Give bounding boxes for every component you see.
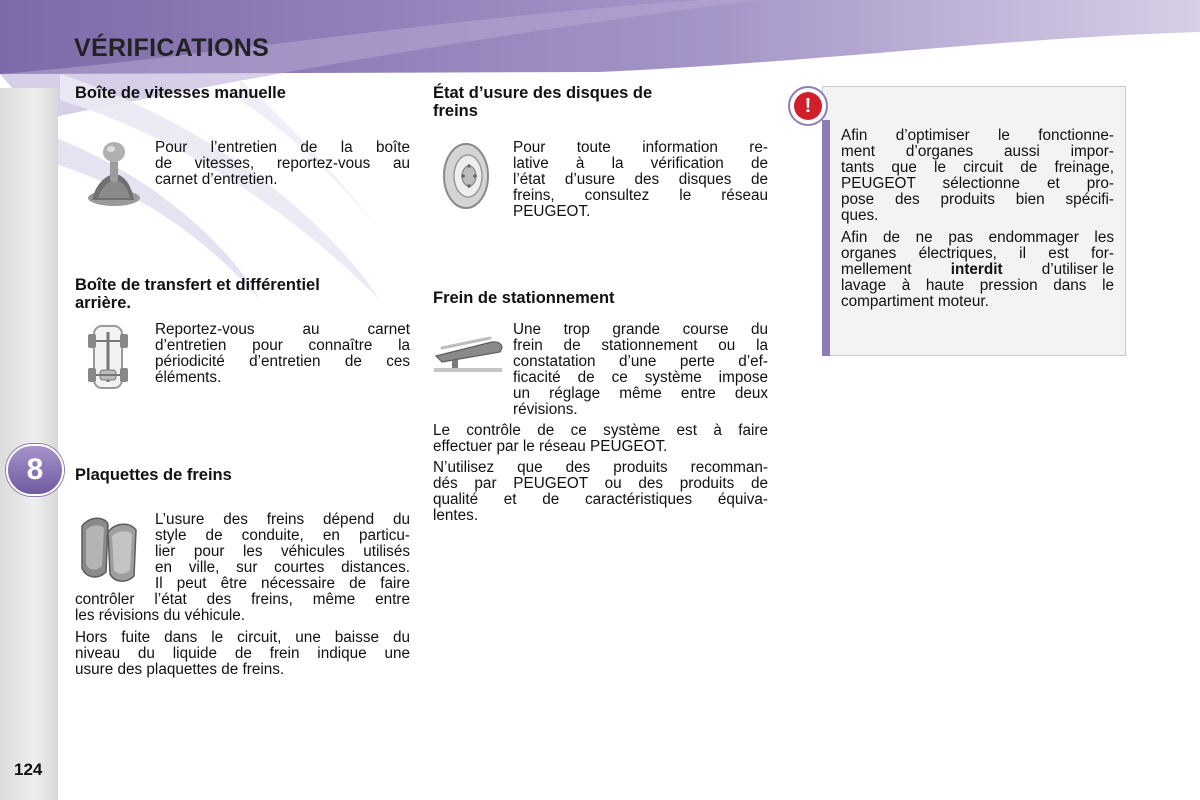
- text-line: révisions.: [513, 401, 578, 418]
- warning-text-1: [841, 128, 1114, 224]
- chassis-icon: [86, 322, 130, 392]
- text-line: frein de stationnement ou la: [513, 337, 768, 354]
- warning-symbol: !: [794, 92, 822, 120]
- heading-line: État d’usure des disques de: [433, 84, 653, 102]
- chapter-tab[interactable]: [6, 444, 64, 496]
- text-line: d’entretien pour connaître la: [155, 337, 410, 354]
- text-line: Pour toute information re-: [513, 139, 768, 156]
- brake-fluid-text: [75, 630, 410, 678]
- text-line: Reportez-vous au carnet: [155, 321, 410, 338]
- text-line: effectuer par le réseau PEUGEOT.: [433, 438, 668, 455]
- brake-discs-text: [513, 140, 768, 220]
- text-line: lier pour les véhicules utilisés: [155, 543, 410, 560]
- transfer-box-text: [155, 322, 410, 386]
- text-line: N’utilisez que des produits recomman-: [433, 459, 768, 476]
- text-line: lentes.: [433, 507, 479, 524]
- text-line: pose des produits bien spécifi-: [841, 191, 1114, 208]
- text-line: lative à la vérification de: [513, 155, 768, 172]
- brake-pads-heading: Plaquettes de freins: [75, 466, 232, 484]
- parking-brake-check-text: [433, 423, 768, 455]
- text-line: carnet d’entretien.: [155, 171, 278, 188]
- transfer-box-heading: [75, 276, 320, 312]
- page-number: 124: [14, 760, 43, 779]
- text-line: Une trop grande course du: [513, 321, 768, 338]
- text-fragment: d’utiliser le: [1037, 261, 1114, 278]
- text-line: ficacité de ce système impose: [513, 369, 768, 386]
- heading-line: Boîte de transfert et différentiel: [75, 276, 320, 294]
- text-fragment: mellement: [841, 261, 916, 278]
- text-line-mixed: [841, 262, 1114, 278]
- text-line: Pour l’entretien de la boîte: [155, 139, 410, 156]
- chapter-number: 8: [26, 453, 44, 486]
- page-title: VÉRIFICATIONS: [74, 34, 270, 62]
- parking-brake-text: [513, 322, 768, 418]
- text-line: organes électriques, il est for-: [841, 245, 1114, 262]
- emphasis-interdit: interdit: [950, 261, 1003, 278]
- text-line: en ville, sur courtes distances.: [155, 559, 410, 576]
- text-line: ques.: [841, 207, 879, 224]
- parking-brake-icon: [432, 330, 504, 378]
- text-line: dés par PEUGEOT ou des produits de: [433, 475, 768, 492]
- warning-text-2: [841, 230, 1114, 310]
- text-line: style de conduite, en particu-: [155, 527, 410, 544]
- brake-disc-icon: [438, 140, 494, 212]
- text-line: L’usure des freins dépend du: [155, 511, 410, 528]
- text-line: Hors fuite dans le circuit, une baisse du: [75, 629, 410, 646]
- text-line: les révisions du véhicule.: [75, 607, 246, 624]
- gear-shift-icon: [82, 140, 140, 210]
- manual-gearbox-heading: Boîte de vitesses manuelle: [75, 84, 286, 102]
- text-line: l’état d’usure des disques de: [513, 171, 768, 188]
- manual-gearbox-text: [155, 140, 410, 188]
- brake-pads-text-wrap: [155, 512, 410, 592]
- text-line: usure des plaquettes de freins.: [75, 661, 285, 678]
- warning-icon: [788, 86, 828, 126]
- text-line: freins, consultez le réseau: [513, 187, 768, 204]
- text-line: périodicité d’entretien de ces: [155, 353, 410, 370]
- text-line: tants que le circuit de freinage,: [841, 159, 1114, 176]
- text-line: constatation d’une perte d’ef-: [513, 353, 768, 370]
- text-line: Il peut être nécessaire de faire: [155, 575, 410, 592]
- text-line: Le contrôle de ce système est à faire: [433, 422, 768, 439]
- brake-discs-heading: [433, 84, 652, 120]
- text-line: contrôler l’état des freins, même entre: [75, 591, 410, 608]
- text-line: qualité et de caractéristiques équiva-: [433, 491, 768, 508]
- text-line: de vitesses, reportez-vous au: [155, 155, 410, 172]
- heading-line: arrière.: [75, 294, 131, 312]
- text-line: lavage à haute pression dans le: [841, 277, 1114, 294]
- parking-brake-heading: Frein de stationnement: [433, 289, 615, 307]
- brake-pads-icon: [78, 512, 142, 584]
- text-line: Afin d’optimiser le fonctionne-: [841, 127, 1114, 144]
- text-line: PEUGEOT sélectionne et pro-: [841, 175, 1114, 192]
- brake-pads-text-full: [75, 592, 410, 624]
- text-line: PEUGEOT.: [513, 203, 591, 220]
- recommended-products-text: [433, 460, 768, 524]
- text-line: niveau du liquide de frein indique une: [75, 645, 410, 662]
- warning-accent-bar: [822, 120, 830, 356]
- text-line: éléments.: [155, 369, 222, 386]
- text-line: compartiment moteur.: [841, 293, 989, 310]
- text-line: Afin de ne pas endommager les: [841, 229, 1114, 246]
- heading-line: freins: [433, 102, 478, 120]
- text-line: ment d’organes aussi impor-: [841, 143, 1114, 160]
- text-line: un réglage même entre deux: [513, 385, 768, 402]
